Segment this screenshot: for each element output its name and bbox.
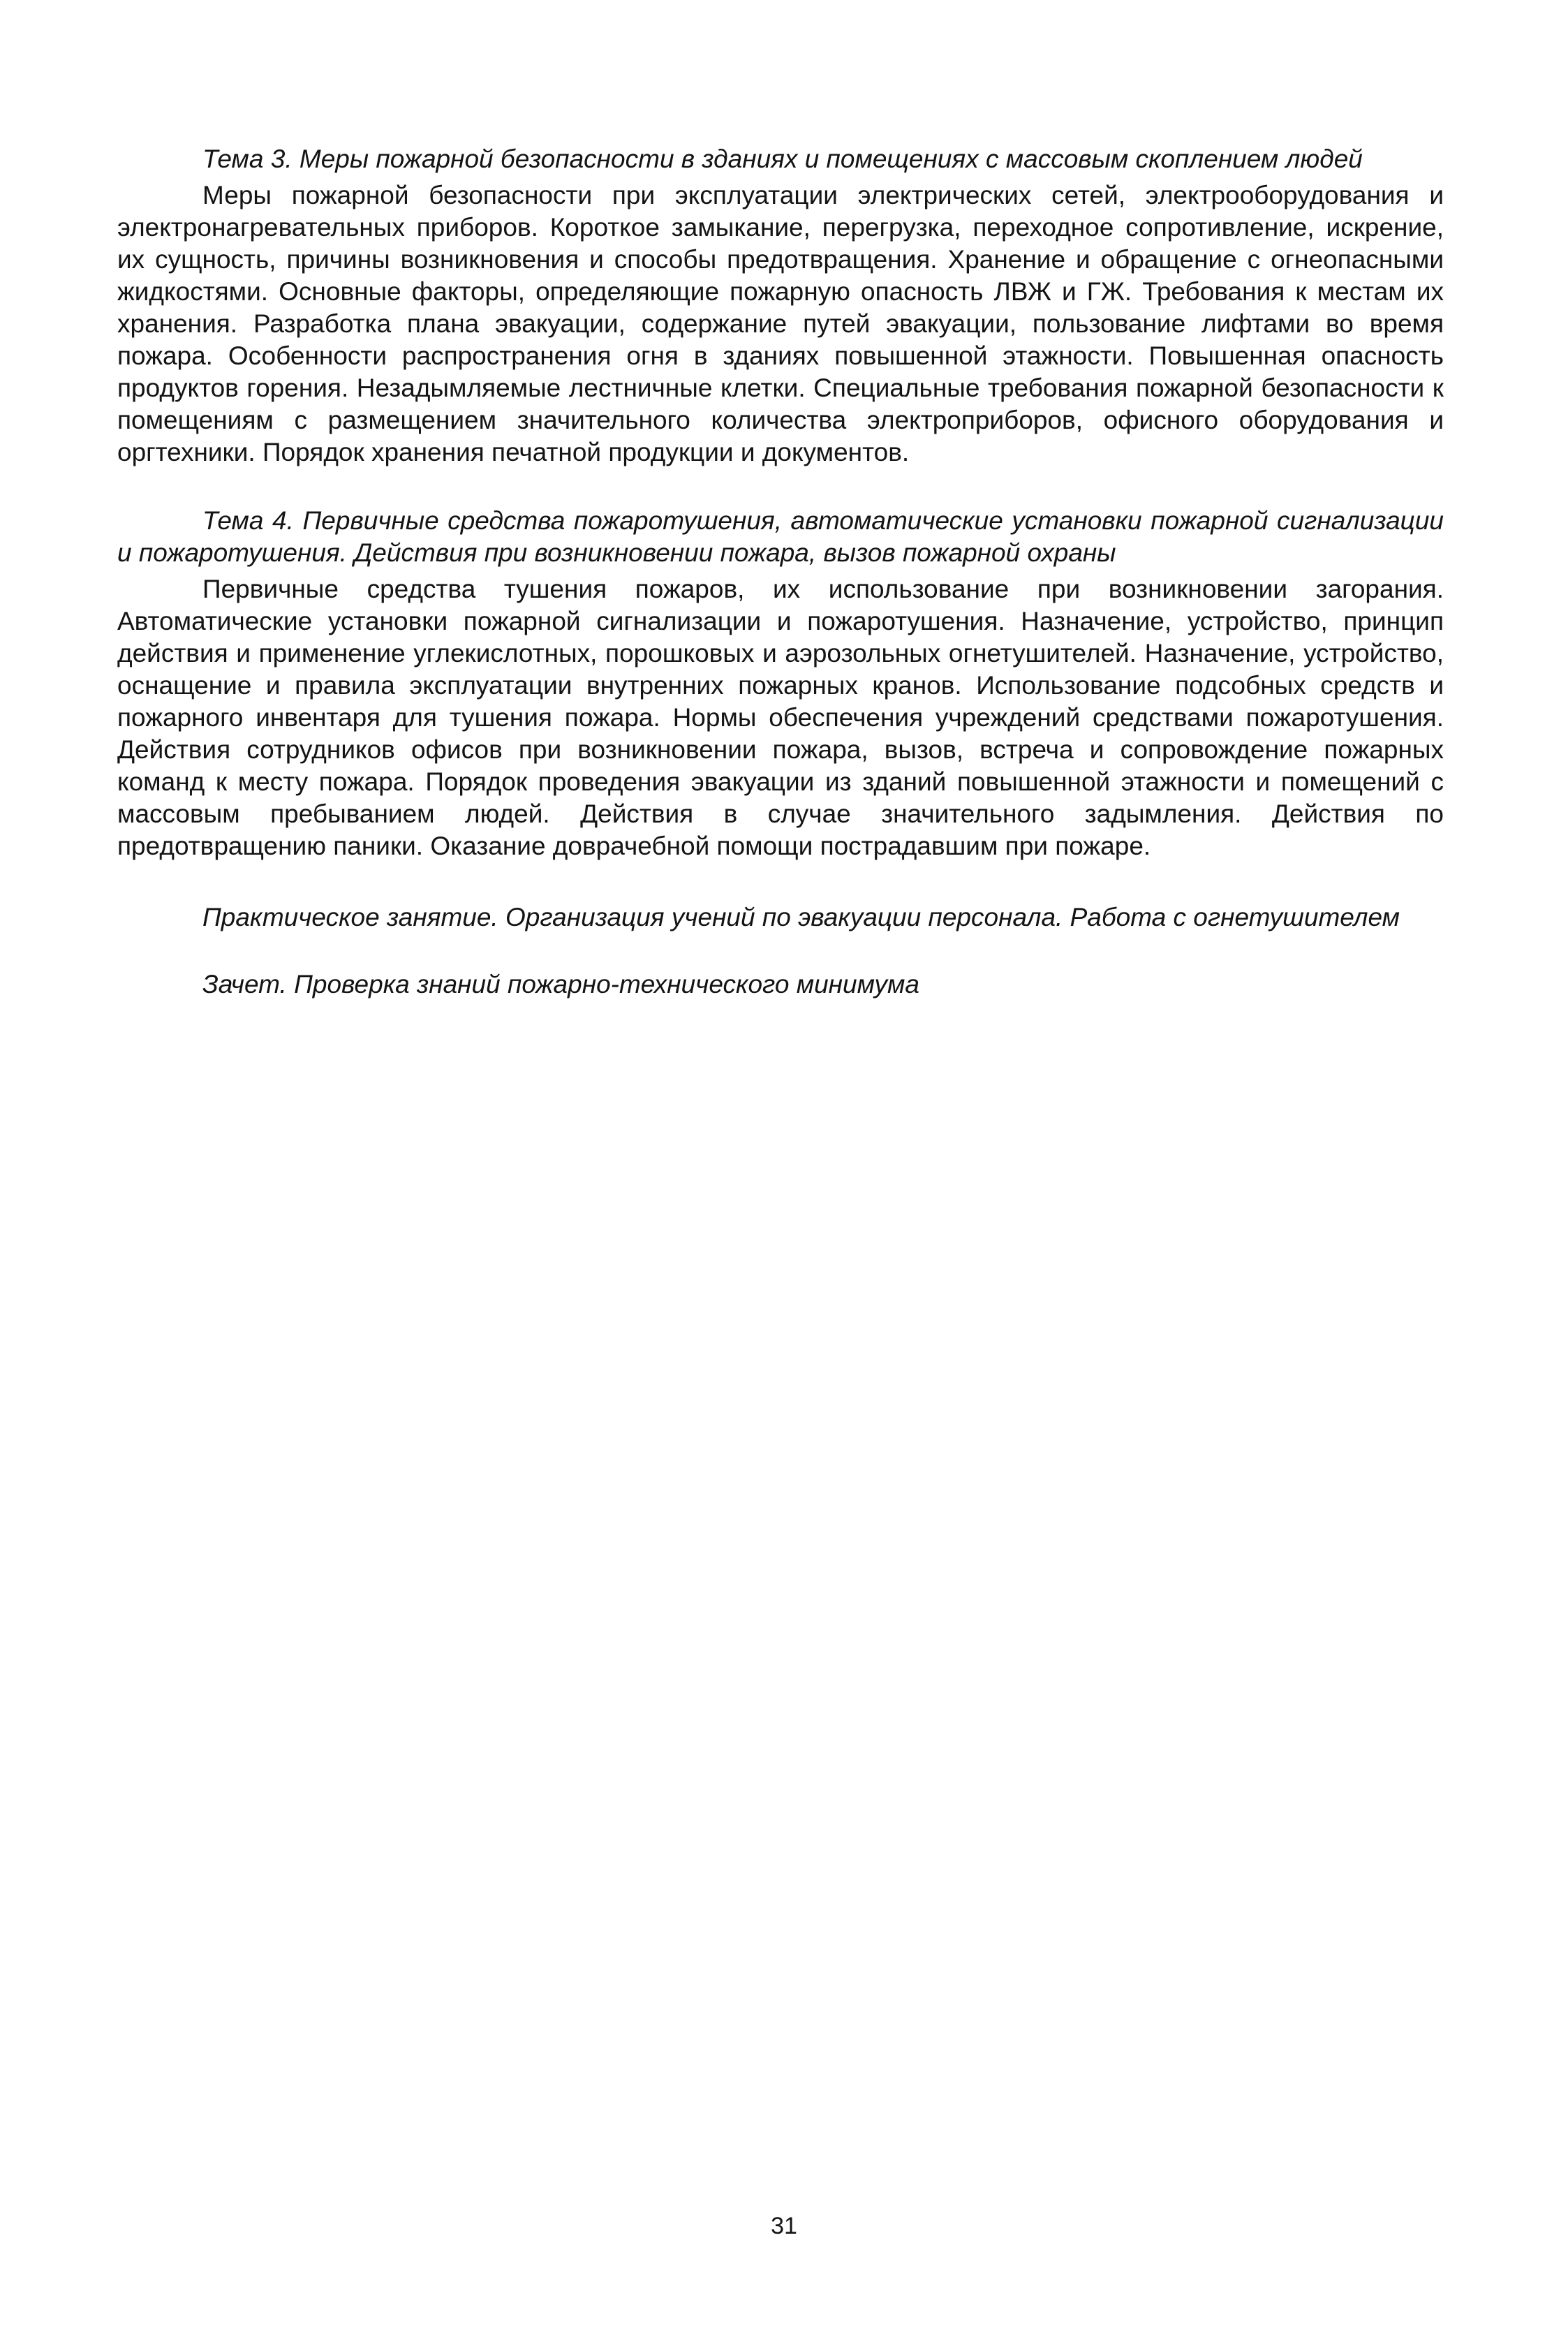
page-content — [117, 143, 1444, 1001]
topic-3-body: Меры пожарной безопасности при эксплуатации электрических сетей, электрооборудования и электронагревательных приборов. Короткое замыкание, перегрузка, переходное сопротивление, искрение, их сущность, причины возникновения и способы предотвращения. Хранение и обращение с огнеопасными жидкостями. Основные факторы, определяющие пожарную опасность ЛВЖ и ГЖ. Требования к местам их хранения. Разработка плана эвакуации, содержание путей эвакуации, пользование лифтами во время пожара. Особенности распространения огня в зданиях повышенной этажности. Повышенная опасность продуктов горения. Незадымляемые лестничные клетки. Специальные требования пожарной безопасности к помещениям с размещением значительного количества электроприборов, офисного оборудования и оргтехники. Порядок хранения печатной продукции и документов. — [117, 181, 1444, 466]
topic-4-body: Первичные средства тушения пожаров, их использование при возникновении загорания. Автоматические установки пожарной сигнализации и пожаротушения. Назначение, устройство, принцип действия и применение углекислотных, порошковых и аэрозольных огнетушителей. Назначение, устройство, оснащение и правила эксплуатации внутренних пожарных кранов. Использование подсобных средств и пожарного инвентаря для тушения пожара. Нормы обеспечения учреждений средствами пожаротушения. Действия сотрудников офисов при возникновении пожара, вызов, встреча и сопровождение пожарных команд к месту пожара. Порядок проведения эвакуации из зданий повышенной этажности и помещений с массовым пребыванием людей. Действия в случае значительного задымления. Действия по предотвращению паники. Оказание доврачебной помощи пострадавшим при пожаре. — [117, 575, 1444, 860]
topic-4-section — [117, 505, 1444, 862]
topic-4-heading: Тема 4. Первичные средства пожаротушения, автоматические установки пожарной сигнализации и пожаротушения. Действия при возникновении пожара, вызов пожарной охраны — [117, 506, 1444, 567]
topic-3-heading: Тема 3. Меры пожарной безопасности в зданиях и помещениях с массовым скоплением людей — [202, 145, 1363, 173]
page-number: 31 — [771, 2213, 797, 2239]
credit-heading: Зачет. Проверка знаний пожарно-технического минимума — [202, 970, 920, 998]
topic-3-section — [117, 143, 1444, 469]
practice-session-heading: Практическое занятие. Организация учений по эвакуации персонала. Работа с огнетушителем — [202, 903, 1400, 931]
